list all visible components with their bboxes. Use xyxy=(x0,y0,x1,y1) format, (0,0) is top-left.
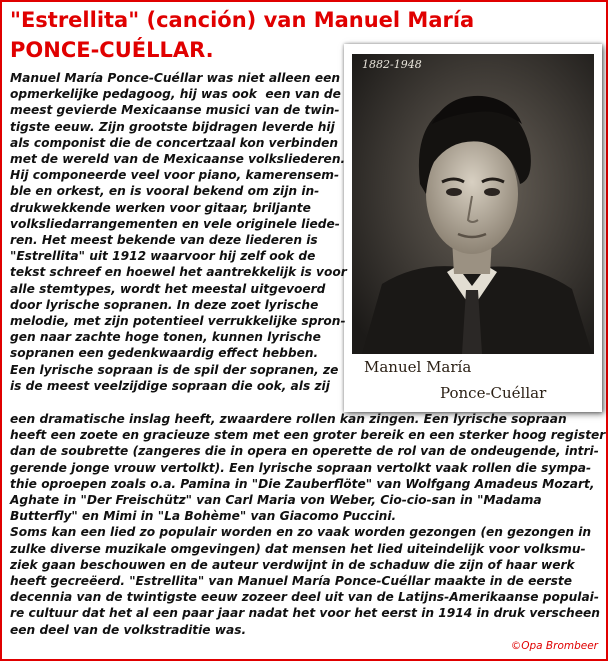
article-line: is de meest veelzijdige sopraan die ook, als zij xyxy=(10,378,330,393)
article-line: ble en orkest, en is vooral bekend om zijn in- xyxy=(10,184,320,199)
article-line: tigste eeuw. Zijn grootste bijdragen leverde hij xyxy=(10,119,335,134)
article-line: ziek gaan beschouwen en de auteur verdwijnt in de schaduw die zijn of haar werk xyxy=(10,557,575,572)
article-line: volksliedarrangementen en vele originele liede- xyxy=(10,216,340,231)
article-line: heeft een zoete en gracieuze stem met een groter bereik en een sterker hoog register xyxy=(10,428,606,443)
article-text-column xyxy=(10,70,347,394)
article-line: door lyrische sopranen. In deze zoet lyrische xyxy=(10,297,319,312)
article-line: gerende jonge vrouw vertolkt). Een lyrische sopraan vertolkt vaak rollen die sympa- xyxy=(10,460,592,475)
article-text-full-width xyxy=(10,411,605,638)
article-line: sopranen een gedenkwaardig effect hebben. xyxy=(10,346,319,361)
copyright-credit: ©Opa Brombeer xyxy=(510,640,598,652)
article-line: Hij componeerde veel voor piano, kamerensem- xyxy=(10,168,340,183)
article-line: zulke diverse muzikale omgevingen) dat mensen het lied uiteindelijk voor volksmu- xyxy=(10,541,586,556)
article-line: gen naar zachte hoge tonen, kunnen lyrische xyxy=(10,330,321,345)
article-line: een deel van de volkstraditie was. xyxy=(10,622,247,637)
article-line: opmerkelijke pedagoog, hij was ook een van de xyxy=(10,87,341,102)
article-line: drukwekkende werken voor gitaar, briljante xyxy=(10,200,311,215)
portrait-caption-line-1: Manuel María xyxy=(364,358,472,376)
title-line-2: PONCE-CUÉLLAR. xyxy=(10,38,214,62)
title-line-1: "Estrellita" (canción) van Manuel María xyxy=(10,8,475,32)
portrait-card xyxy=(344,44,602,412)
article-line: Een lyrische sopraan is de spil der sopranen, ze xyxy=(10,362,339,377)
article-line: tekst schreef en hoewel het aantrekkelijk is voor xyxy=(10,265,347,280)
article-line: Aghate in "Der Freischütz" van Carl Maria von Weber, Cio-cio-san in "Madama xyxy=(10,493,542,508)
portrait-caption-line-2: Ponce-Cuéllar xyxy=(440,384,547,402)
article-line: met de wereld van de Mexicaanse volksliederen. xyxy=(10,152,346,167)
article-line: ren. Het meest bekende van deze liederen is xyxy=(10,233,318,248)
article-line: Manuel María Ponce-Cuéllar was niet alleen een xyxy=(10,71,341,85)
article-line: een dramatische inslag heeft, zwaardere rollen kan zingen. Een lyrische sopraan xyxy=(10,412,567,426)
article-line: als componist die de concertzaal kon verbinden xyxy=(10,135,339,150)
portrait-photo xyxy=(352,54,594,354)
article-line: heeft gecreëerd. "Estrellita" van Manuel María Ponce-Cuéllar maakte in de eerste xyxy=(10,574,572,589)
article-line: Soms kan een lied zo populair worden en zo vaak worden gezongen (en gezongen in xyxy=(10,525,592,540)
article-line: alle stemtypes, wordt het meestal uitgevoerd xyxy=(10,281,326,296)
article-line: meest gevierde Mexicaanse musici van de twin- xyxy=(10,103,340,118)
portrait-image xyxy=(352,54,594,354)
article-line: re cultuur dat het al een paar jaar nadat het voor het eerst in 1914 in druk verscheen xyxy=(10,606,600,621)
article-line: Butterfly" en Mimi in "La Bohème" van Giacomo Puccini. xyxy=(10,509,397,524)
article-line: thie oproepen zoals o.a. Pamina in "Die Zauberflöte" van Wolfgang Amadeus Mozart, xyxy=(10,476,595,491)
article-line: decennia van de twintigste eeuw zozeer deel uit van de Latijns-Amerikaanse populai- xyxy=(10,590,599,605)
article-line: dan de soubrette (zangeres die in opera en operette de rol van de ondeugende, intri- xyxy=(10,444,599,459)
article-line: melodie, met zijn potentieel verrukkelijke spron- xyxy=(10,314,346,329)
portrait-years: 1882-1948 xyxy=(362,58,422,71)
article-line: "Estrellita" uit 1912 waarvoor hij zelf ook de xyxy=(10,249,316,264)
